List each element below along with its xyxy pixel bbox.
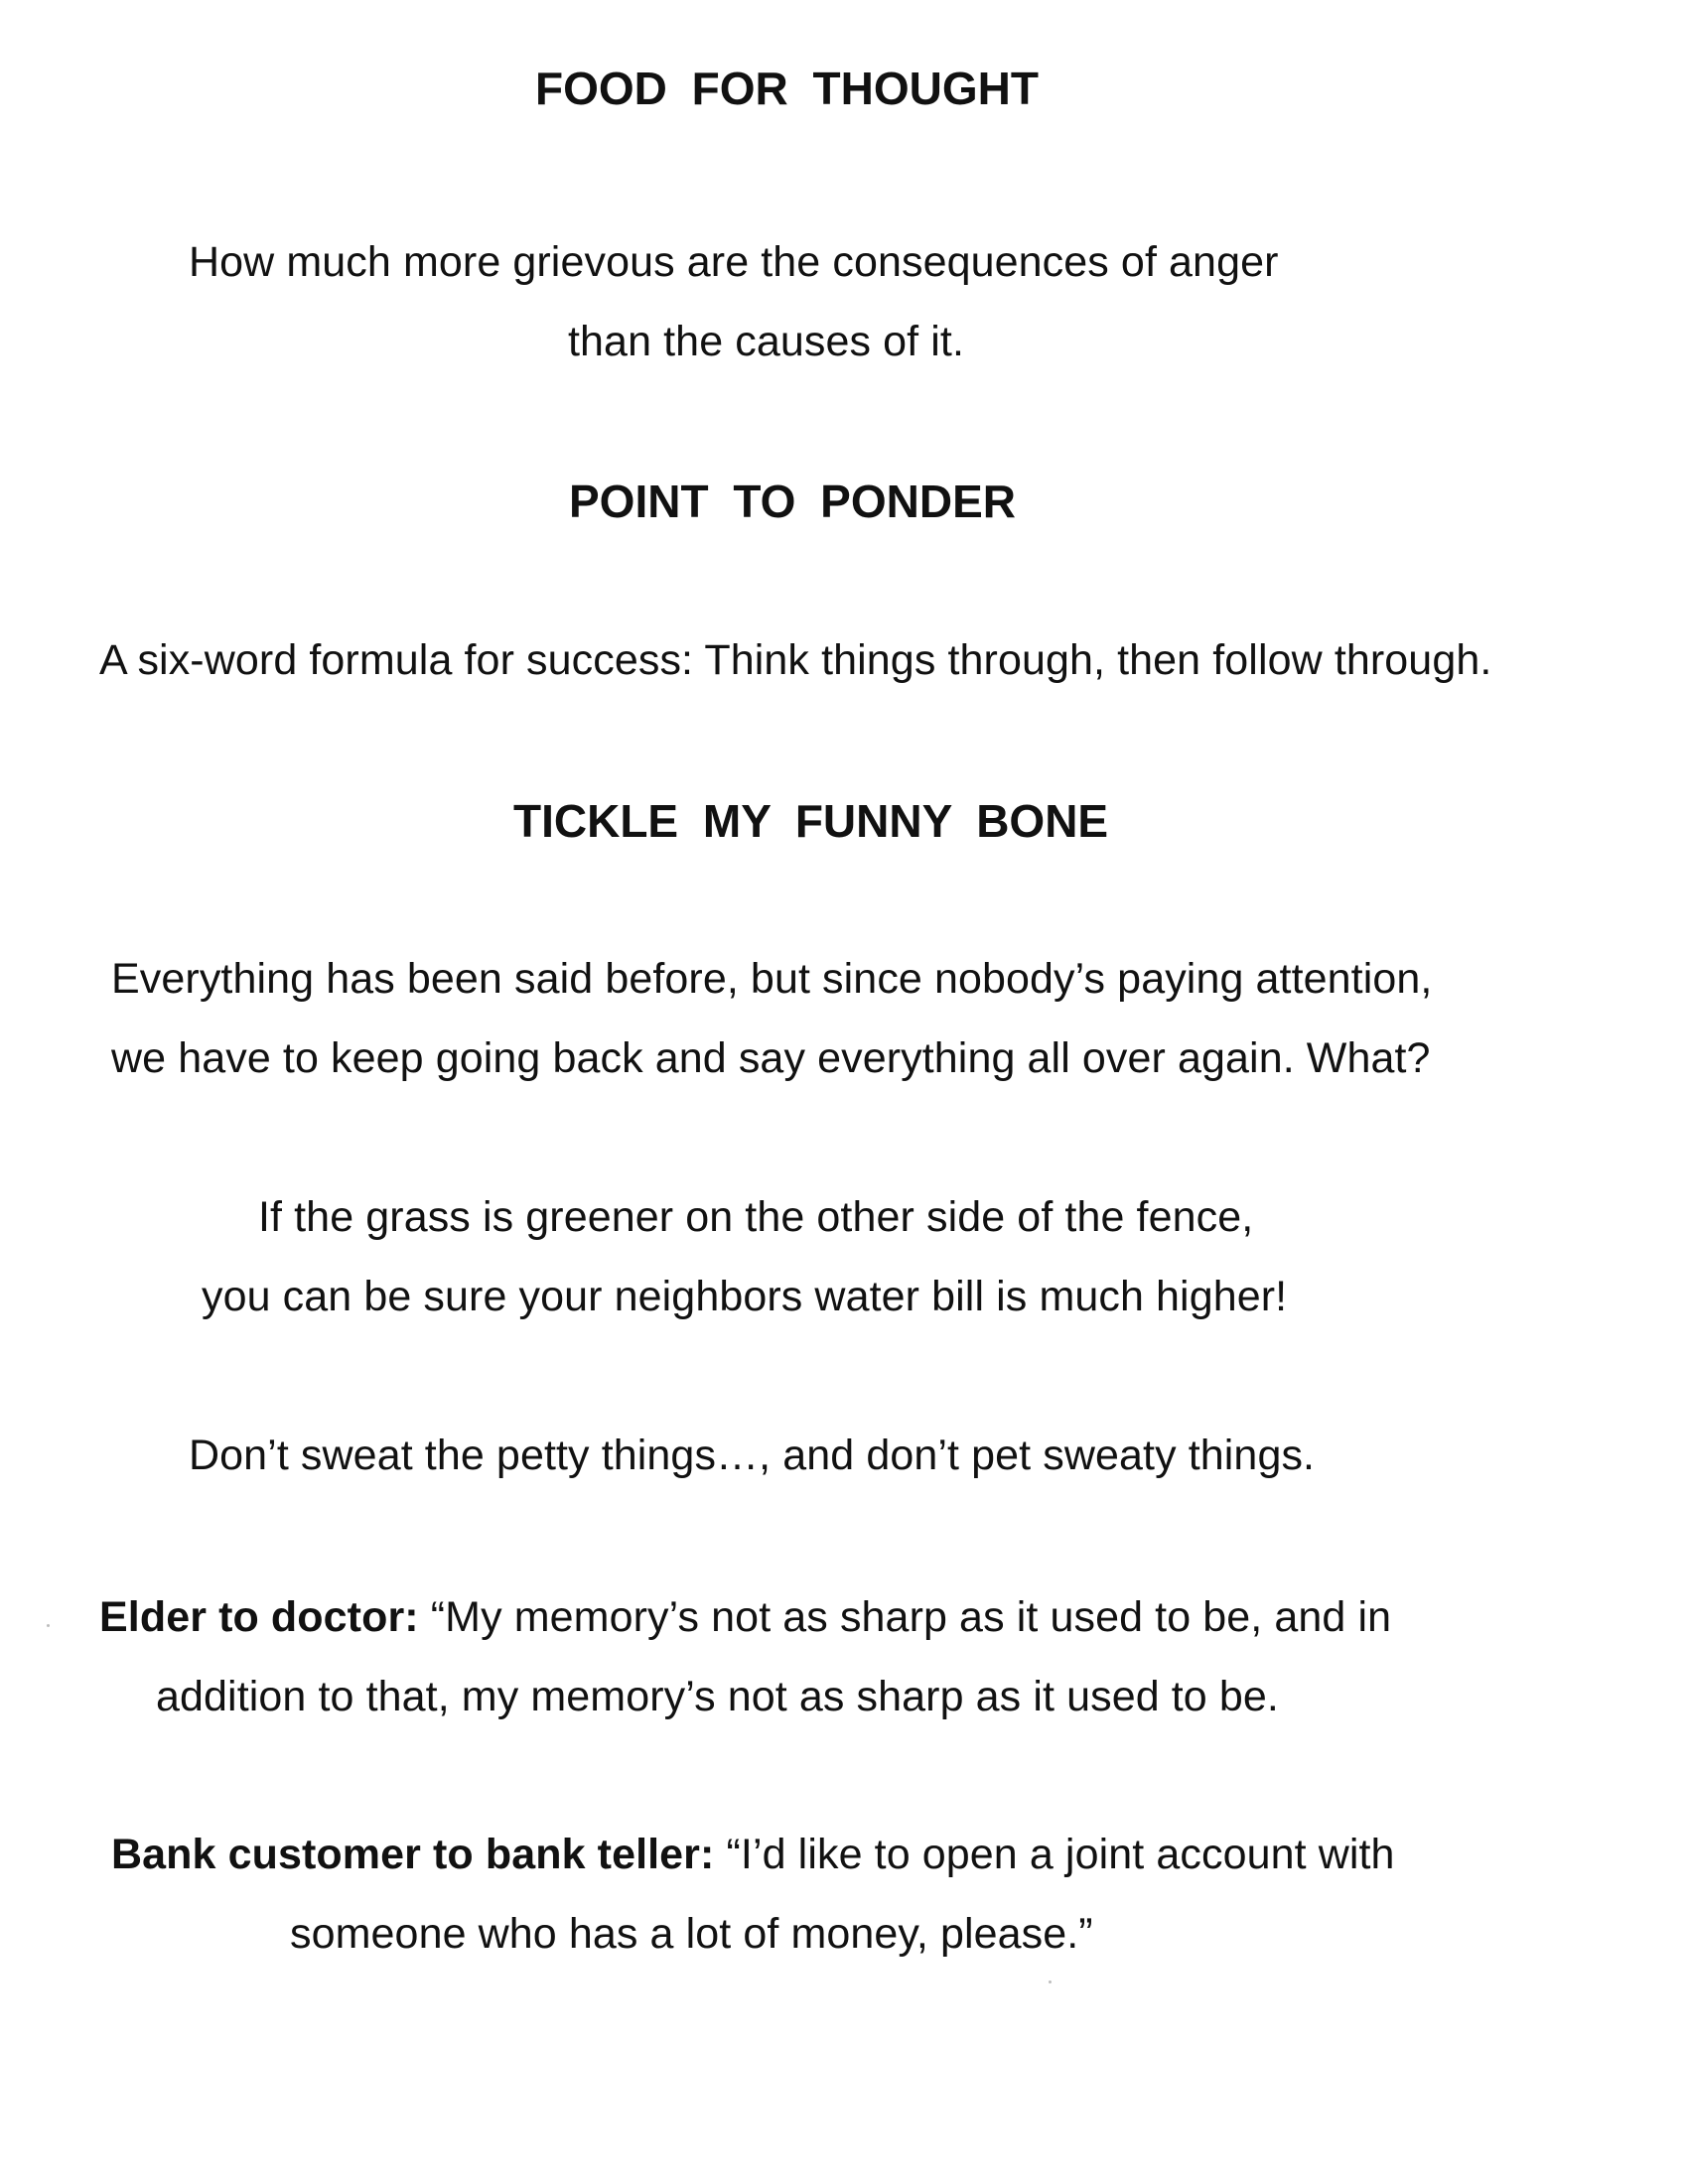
food-for-thought-line-2: than the causes of it. — [568, 318, 965, 365]
joke-5-line-1 — [111, 1829, 1395, 1880]
joke-5-speaker: Bank customer to bank teller: — [111, 1831, 715, 1878]
joke-4-speaker: Elder to doctor: — [99, 1593, 419, 1641]
heading-food-for-thought: FOOD FOR THOUGHT — [535, 63, 1039, 114]
scan-speck — [47, 1624, 50, 1627]
food-for-thought-line-1: How much more grievous are the consequences of anger — [189, 238, 1279, 286]
heading-point-to-ponder: POINT TO PONDER — [569, 476, 1016, 527]
joke-3-line-1: Don’t sweat the petty things…, and don’t pet sweaty things. — [189, 1432, 1316, 1479]
joke-4-line-2: addition to that, my memory’s not as sharp as it used to be. — [156, 1673, 1279, 1720]
joke-4-line-1 — [99, 1591, 1391, 1643]
joke-5-line-2: someone who has a lot of money, please.” — [290, 1910, 1093, 1958]
joke-5-quote-start: “I’d like to open a joint account with — [714, 1831, 1395, 1878]
joke-1-line-2: we have to keep going back and say everything all over again. What? — [111, 1034, 1431, 1082]
point-to-ponder-line-1: A six-word formula for success: Think things through, then follow through. — [99, 636, 1492, 684]
joke-2-line-2: you can be sure your neighbors water bill is much higher! — [202, 1273, 1288, 1320]
joke-1-line-1: Everything has been said before, but since nobody’s paying attention, — [111, 955, 1433, 1003]
heading-tickle-my-funny-bone: TICKLE MY FUNNY BONE — [513, 795, 1109, 847]
scan-speck — [1049, 1980, 1052, 1983]
joke-2-line-1: If the grass is greener on the other side of the fence, — [258, 1193, 1254, 1241]
joke-4-quote-start: “My memory’s not as sharp as it used to be, and in — [418, 1593, 1392, 1641]
